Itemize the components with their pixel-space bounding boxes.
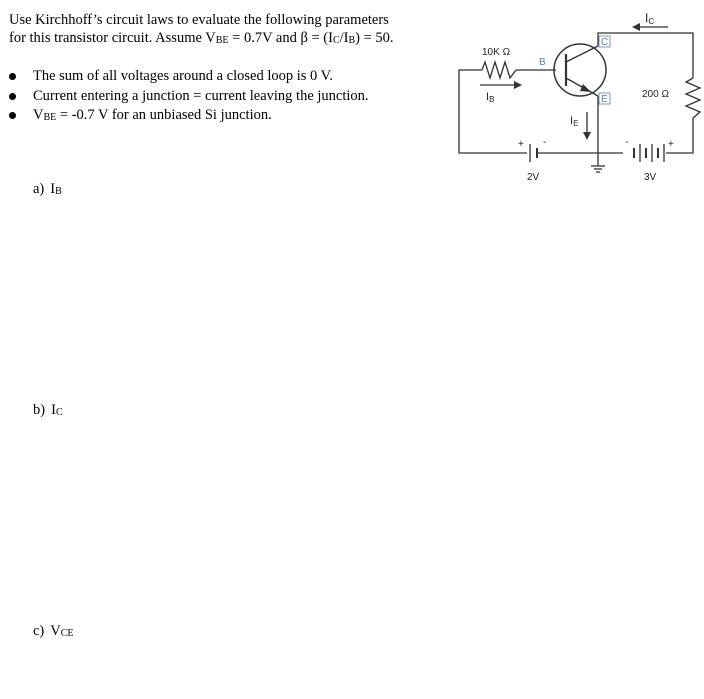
bullet-icon xyxy=(9,73,16,80)
collector-resistor xyxy=(686,78,700,118)
battery-3v-plus: + xyxy=(668,139,674,150)
transistor-circuit-diagram xyxy=(450,0,704,195)
wire-collector-top xyxy=(598,33,693,78)
r-collector-label: 200 Ω xyxy=(642,89,669,100)
terminal-c-label: C xyxy=(601,37,609,48)
battery-2v-plus: + xyxy=(518,139,524,150)
bullet-icon xyxy=(9,93,16,100)
bullet-icon xyxy=(9,112,16,119)
question-c: c) $V_{CE}$ xyxy=(33,623,74,639)
question-a: a) $I_B$ xyxy=(33,181,62,197)
ib-label: IB xyxy=(486,91,495,104)
emitter-arrow-icon xyxy=(580,84,591,92)
transistor-collector-lead xyxy=(566,46,598,62)
intro-line-2: for this transistor circuit. Assume $V_{BE} = 0.7V$ and $\beta = (I_C/I_B) = 50$. xyxy=(9,30,394,46)
v-base-label: 2V xyxy=(527,172,540,183)
ic-arrow-icon xyxy=(632,23,640,31)
ib-arrow-icon xyxy=(514,81,522,89)
rules-list xyxy=(9,67,439,127)
terminal-e-label: E xyxy=(601,94,608,105)
list-item: The sum of all voltages around a closed loop is 0 V. xyxy=(9,67,439,87)
base-resistor xyxy=(482,62,516,78)
transistor-body xyxy=(554,44,606,96)
ie-arrow-icon xyxy=(583,132,591,140)
terminal-b-label: B xyxy=(539,57,546,68)
v-collector-label: 3V xyxy=(644,172,657,183)
ie-label: IE xyxy=(570,115,579,128)
ic-label: IC xyxy=(645,11,655,26)
problem-statement xyxy=(9,11,449,49)
intro-line-1: Use Kirchhoff’s circuit laws to evaluate the following parameters xyxy=(9,12,389,28)
r-base-label: 10K Ω xyxy=(482,47,511,58)
battery-2v-minus: - xyxy=(543,137,547,148)
list-item: Current entering a junction = current leaving the junction. xyxy=(9,87,439,107)
list-item: $V_{BE} = -0.7$ V for an unbiased Si junction. xyxy=(9,106,439,127)
battery-3v-minus: - xyxy=(625,137,629,148)
question-b: b) $I_C$ xyxy=(33,402,63,418)
